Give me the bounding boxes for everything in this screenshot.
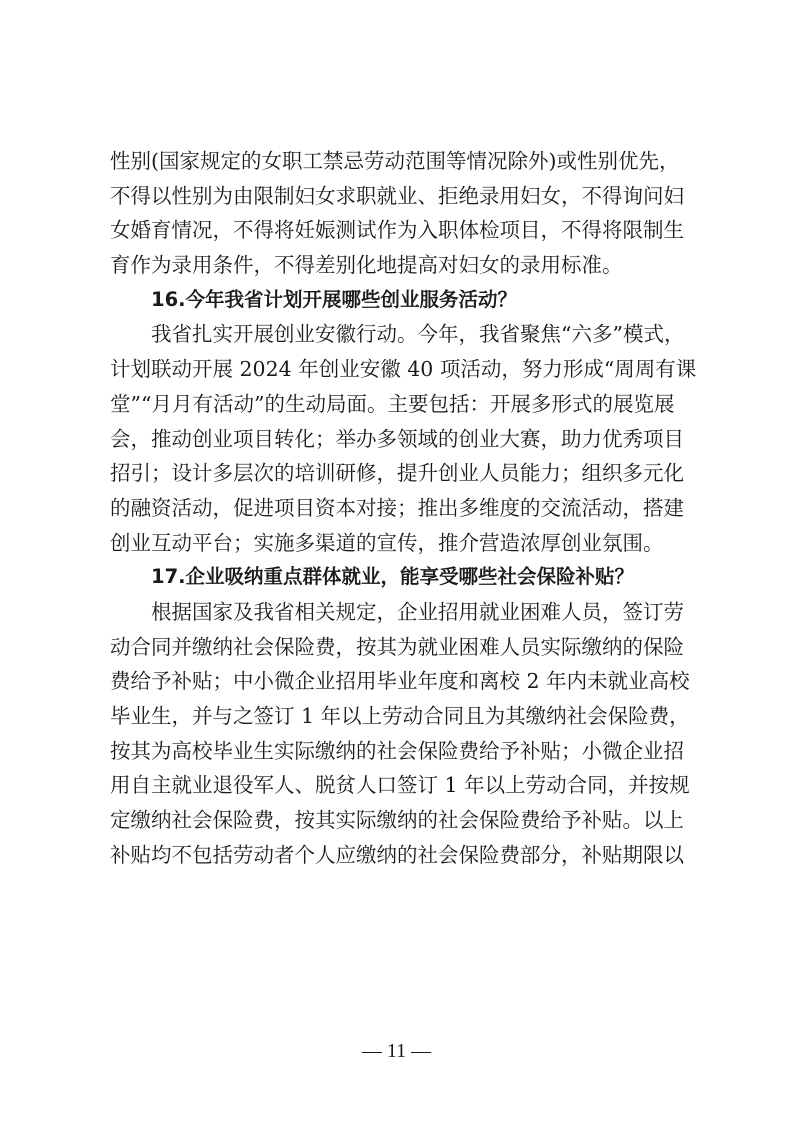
text-line: 育作为录用条件，不得差别化地提高对妇女的录用标准。 [110, 253, 623, 278]
body-text [110, 144, 700, 872]
text-line: 会，推动创业项目转化；举办多领域的创业大赛，助力优秀项目 [110, 426, 684, 451]
section-heading-17: 17.企业吸纳重点群体就业，能享受哪些社会保险补贴？ [151, 565, 635, 589]
text-line: 费给予补贴；中小微企业招用毕业年度和离校 2 年内未就业高校 [110, 669, 690, 694]
section-heading-16: 16.今年我省计划开展哪些创业服务活动？ [151, 287, 518, 311]
text-line: 补贴均不包括劳动者个人应缴纳的社会保险费部分，补贴期限以 [110, 842, 684, 867]
text-line: 用自主就业退役军人、脱贫人口签订 1 年以上劳动合同，并按规 [110, 773, 690, 798]
text-line: 按其为高校毕业生实际缴纳的社会保险费给予补贴；小微企业招 [110, 738, 684, 763]
text-line: 计划联动开展 2024 年创业安徽 40 项活动，努力形成“周周有课 [110, 357, 697, 382]
text-line: 毕业生，并与之签订 1 年以上劳动合同且为其缴纳社会保险费， [110, 704, 690, 728]
text-line: 创业互动平台；实施多渠道的宣传，推介营造浓厚创业氛围。 [110, 530, 664, 555]
page-number: — 11 — [361, 1040, 432, 1062]
text-line: 根据国家及我省相关规定，企业招用就业困难人员，签订劳 [151, 599, 684, 624]
text-line: 不得以性别为由限制妇女求职就业、拒绝录用妇女，不得询问妇 [110, 183, 684, 208]
text-line: 女婚育情况，不得将妊娠测试作为入职体检项目，不得将限制生 [110, 218, 684, 243]
text-line: 的融资活动，促进项目资本对接；推出多维度的交流活动，搭建 [110, 495, 684, 520]
text-line: 动合同并缴纳社会保险费，按其为就业困难人员实际缴纳的保险 [110, 634, 684, 659]
text-line: 性别(国家规定的女职工禁忌劳动范围等情况除外)或性别优先， [110, 149, 680, 173]
text-line: 招引；设计多层次的培训研修，提升创业人员能力；组织多元化 [110, 461, 684, 486]
text-line: 堂”“月月有活动”的生动局面。主要包括：开展多形式的展览展 [110, 391, 675, 416]
text-line: 定缴纳社会保险费，按其实际缴纳的社会保险费给予补贴。以上 [110, 808, 684, 833]
text-line: 我省扎实开展创业安徽行动。今年，我省聚焦“六多”模式， [151, 322, 685, 347]
